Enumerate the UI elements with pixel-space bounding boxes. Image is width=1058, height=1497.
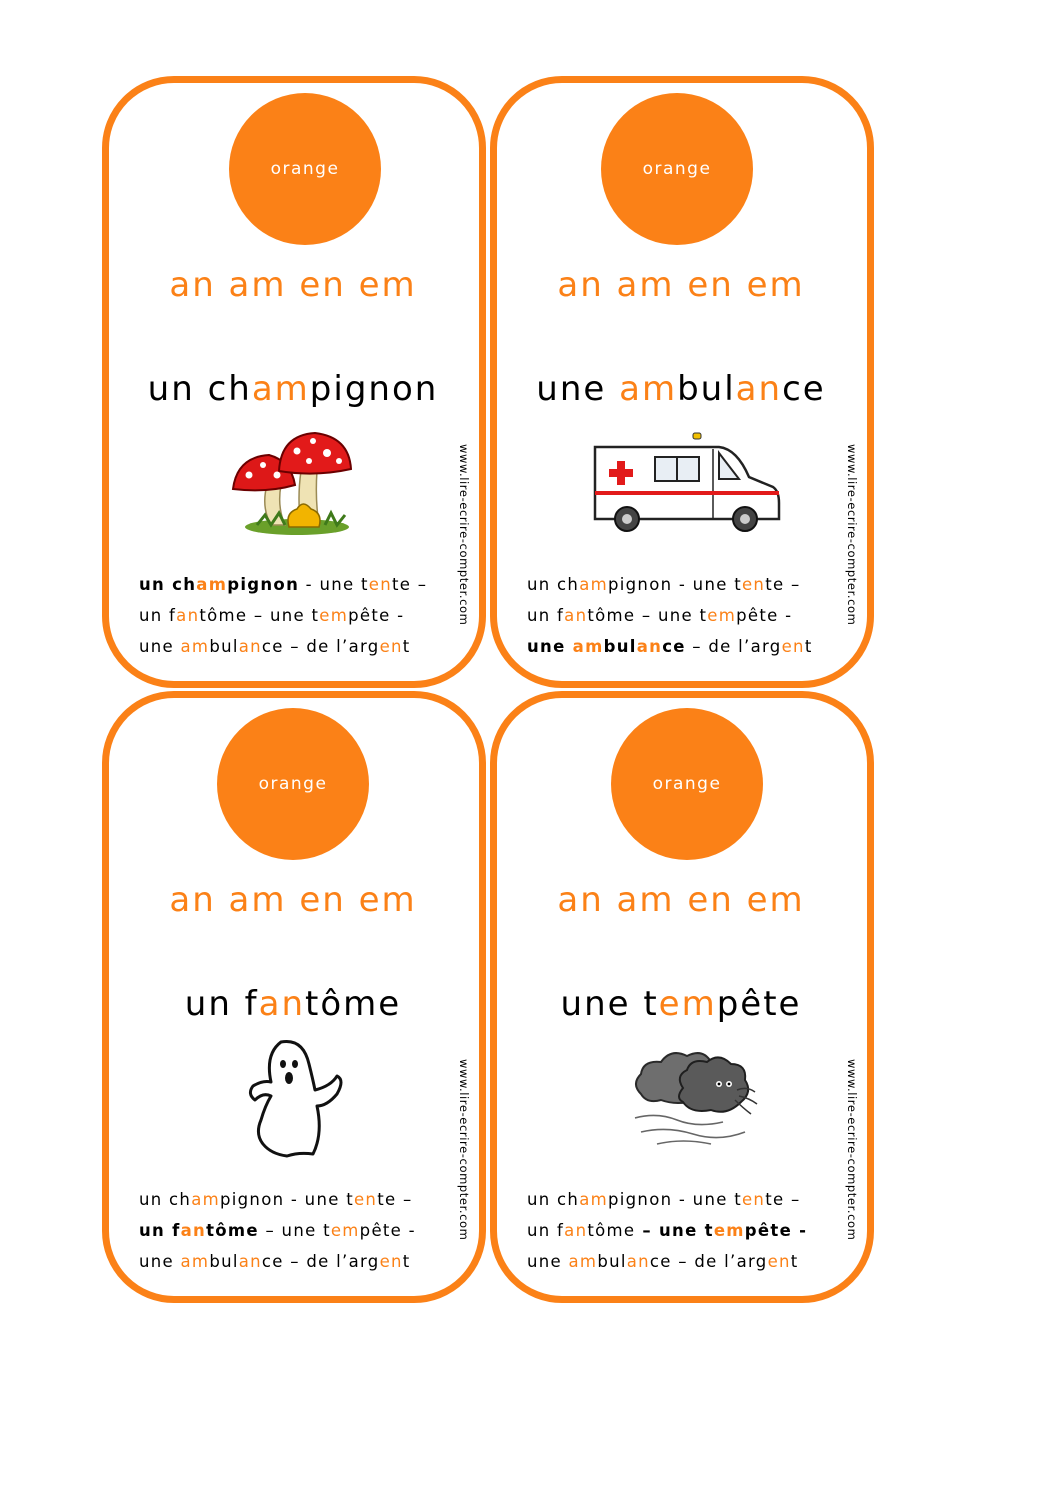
list-line-3: une ambulance – de l’argent <box>527 637 813 656</box>
list-line-1: un champignon - une tente – <box>527 1190 801 1209</box>
circle-label: orange <box>270 159 340 179</box>
orange-circle <box>229 93 381 245</box>
orange-circle <box>601 93 753 245</box>
card-word: une ambulance <box>536 369 826 409</box>
card-tempete <box>490 691 874 1303</box>
card-fantome <box>102 691 486 1303</box>
website-url: www.lire-ecrire-compter.com <box>457 444 471 626</box>
orange-circle <box>217 708 369 860</box>
card-word: un champignon <box>147 369 439 409</box>
list-line-3: une ambulance – de l’argent <box>139 1252 411 1271</box>
word-list <box>527 1184 807 1277</box>
storm-cloud-icon <box>627 1040 763 1150</box>
list-line-1: un champignon - une tente – <box>527 575 801 594</box>
card-word: une tempête <box>560 984 802 1024</box>
list-line-1: un champignon - une tente – <box>139 1190 413 1209</box>
list-line-3: une ambulance – de l’argent <box>527 1252 799 1271</box>
list-line-3: une ambulance – de l’argent <box>139 637 411 656</box>
list-line-2: un fantôme – une tempête - <box>527 606 793 625</box>
word-list <box>139 1184 416 1277</box>
orange-circle <box>611 708 763 860</box>
list-line-2: un fantôme – une tempête - <box>527 1221 808 1240</box>
website-url: www.lire-ecrire-compter.com <box>457 1059 471 1241</box>
card-champignon <box>102 76 486 688</box>
circle-label: orange <box>652 774 722 794</box>
word-list <box>139 569 427 662</box>
mushroom-icon <box>227 427 357 539</box>
list-line-2: un fantôme – une tempête - <box>139 606 405 625</box>
sound-title: an am en em <box>169 265 417 305</box>
circle-label: orange <box>258 774 328 794</box>
list-line-2: un fantôme – une tempête - <box>139 1221 416 1240</box>
website-url: www.lire-ecrire-compter.com <box>845 444 859 626</box>
ghost-icon <box>241 1036 351 1162</box>
sound-title: an am en em <box>557 265 805 305</box>
word-list <box>527 569 813 662</box>
circle-label: orange <box>642 159 712 179</box>
list-line-1: un champignon - une tente – <box>139 575 428 594</box>
ambulance-icon <box>589 429 781 539</box>
sound-title: an am en em <box>557 880 805 920</box>
card-ambulance <box>490 76 874 688</box>
sound-title: an am en em <box>169 880 417 920</box>
website-url: www.lire-ecrire-compter.com <box>845 1059 859 1241</box>
card-word: un fantôme <box>184 984 402 1024</box>
